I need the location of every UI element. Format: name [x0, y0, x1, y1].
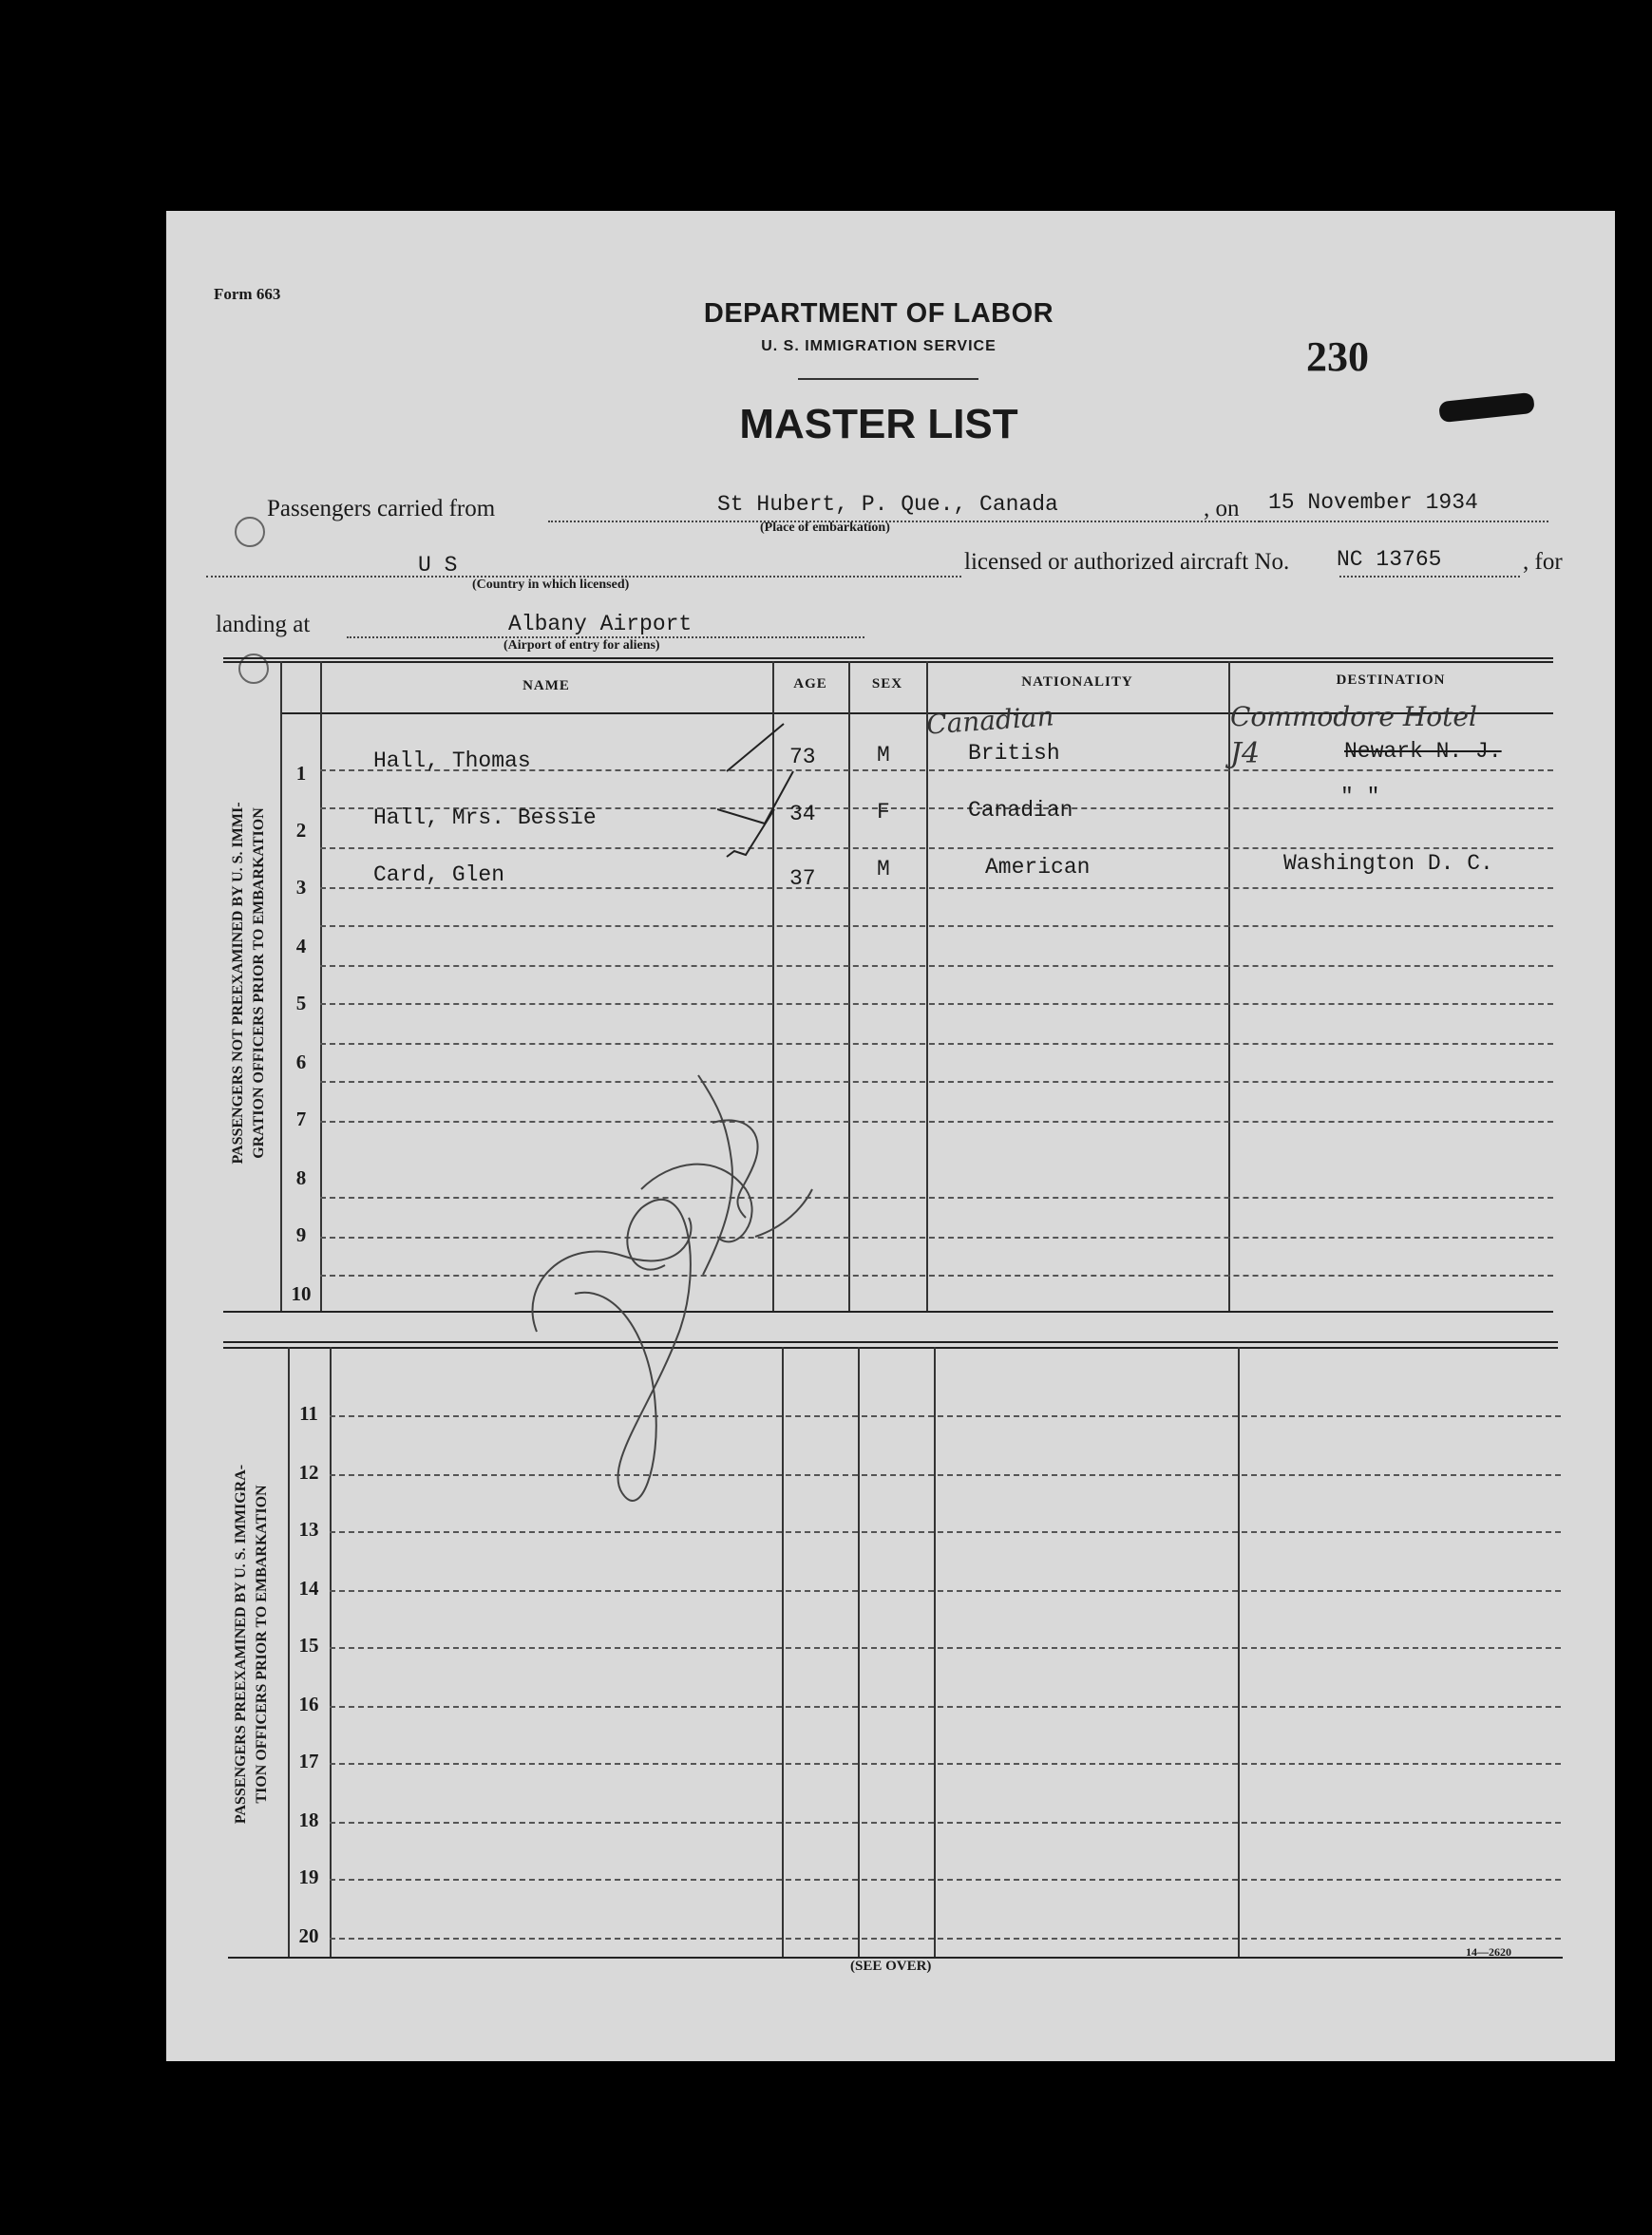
row-rule [320, 925, 1553, 927]
service-heading: U. S. IMMIGRATION SERVICE [761, 338, 997, 354]
row-number: 7 [295, 1108, 307, 1130]
table-top-rule [223, 661, 1553, 663]
passenger-sex: M [877, 743, 890, 767]
row-number: 6 [295, 1051, 307, 1073]
inspector-signature [499, 1047, 898, 1579]
row-number: 2 [295, 819, 307, 842]
row-number: 9 [295, 1223, 307, 1246]
column-rule [320, 661, 322, 1311]
row-number: 14 [298, 1577, 319, 1600]
row-rule [320, 1003, 1553, 1005]
column-rule [280, 661, 282, 1311]
on-label: , on [1204, 496, 1240, 521]
place-of-embarkation: St Hubert, P. Que., Canada [717, 492, 1058, 517]
check-marks [717, 705, 822, 876]
aircraft-number: NC 13765 [1337, 547, 1442, 572]
passenger-nationality: British [968, 741, 1060, 766]
row-number: 19 [298, 1866, 319, 1888]
passenger-sex: F [877, 800, 890, 824]
column-header-age: AGE [793, 676, 827, 691]
row-number: 4 [295, 935, 307, 957]
row-rule [330, 1879, 1561, 1881]
department-heading: DEPARTMENT OF LABOR [703, 298, 1054, 329]
form-number: Form 663 [214, 285, 281, 303]
column-rule [934, 1347, 936, 1957]
passenger-age: 73 [789, 745, 816, 769]
section-label-preexamined: PASSENGERS PREEXAMINED BY U. S. IMMIGRA- TION OFFICERS PRIOR TO EMBARKATION [233, 1464, 270, 1825]
handwritten-nationality-note: Canadian [925, 700, 1055, 741]
row-number: 18 [298, 1809, 319, 1831]
row-number: 8 [295, 1166, 307, 1189]
passenger-destination: Newark N. J. [1344, 739, 1502, 764]
row-rule [330, 1938, 1561, 1940]
column-header-destination: DESTINATION [1336, 672, 1446, 688]
see-over-note: (SEE OVER) [850, 1959, 932, 1974]
heading-divider [798, 378, 978, 380]
row-rule [320, 1043, 1553, 1045]
row-number: 10 [291, 1282, 312, 1305]
passenger-name: Hall, Thomas [373, 748, 531, 773]
airport-of-entry: Albany Airport [508, 612, 693, 636]
passenger-destination: Washington D. C. [1283, 851, 1493, 876]
column-rule [1238, 1347, 1240, 1957]
passenger-nationality: American [985, 855, 1091, 880]
place-caption: (Place of embarkation) [760, 521, 890, 535]
page-title: MASTER LIST [739, 401, 1018, 447]
list-number: 230 [1306, 333, 1369, 380]
row-number: 3 [295, 876, 307, 899]
aircraft-line [1339, 576, 1520, 578]
row-rule [330, 1647, 1561, 1649]
row-number: 15 [298, 1634, 319, 1657]
row-number: 12 [298, 1461, 319, 1484]
row-number: 5 [295, 992, 307, 1014]
column-rule [926, 661, 928, 1311]
carried-from-label: Passengers carried from [267, 496, 496, 521]
passenger-age: 37 [789, 866, 816, 891]
row-rule [330, 1590, 1561, 1592]
country-caption: (Country in which licensed) [472, 578, 630, 592]
row-number: 13 [298, 1518, 319, 1541]
aircraft-label: licensed or authorized aircraft No. [964, 549, 1290, 575]
passenger-nationality: Canadian [968, 798, 1073, 823]
date-line [1259, 521, 1548, 522]
passenger-destination: " " [1340, 785, 1380, 809]
airport-caption: (Airport of entry for aliens) [503, 638, 660, 653]
passenger-name: Hall, Mrs. Bessie [373, 805, 597, 830]
punch-hole [235, 517, 265, 547]
form-code: 14—2620 [1466, 1945, 1511, 1959]
embarkation-line [548, 521, 1370, 522]
row-rule [320, 965, 1553, 967]
column-rule [330, 1347, 332, 1957]
country-licensed: U S [418, 553, 458, 578]
column-header-name: NAME [522, 678, 570, 693]
passenger-sex: M [877, 857, 890, 881]
row-number: 11 [299, 1402, 318, 1425]
row-number: 1 [295, 762, 307, 785]
row-number: 16 [298, 1693, 319, 1715]
row-rule [320, 887, 1553, 889]
landing-label: landing at [216, 612, 311, 637]
row-rule [330, 1763, 1561, 1765]
travel-date: 15 November 1934 [1268, 490, 1478, 515]
passenger-age: 34 [789, 802, 816, 826]
row-number: 20 [298, 1924, 319, 1947]
row-rule [330, 1822, 1561, 1824]
table-top-rule [223, 657, 1553, 659]
row-rule [320, 847, 1553, 849]
row-number: 17 [298, 1750, 319, 1772]
handwritten-destination-note: Commodore Hotel [1230, 701, 1477, 732]
section-label-not-preexamined: PASSENGERS NOT PREEXAMINED BY U. S. IMMI- GRATION OFFICERS PRIOR TO EMBARKATION [230, 802, 267, 1165]
for-label: , for [1523, 549, 1563, 575]
handwritten-destination-prefix: J4 [1230, 737, 1261, 770]
row-rule [330, 1706, 1561, 1708]
column-header-sex: SEX [871, 676, 903, 691]
document-page [166, 211, 1615, 2061]
passenger-name: Card, Glen [373, 862, 505, 887]
column-header-nationality: NATIONALITY [1021, 674, 1133, 690]
